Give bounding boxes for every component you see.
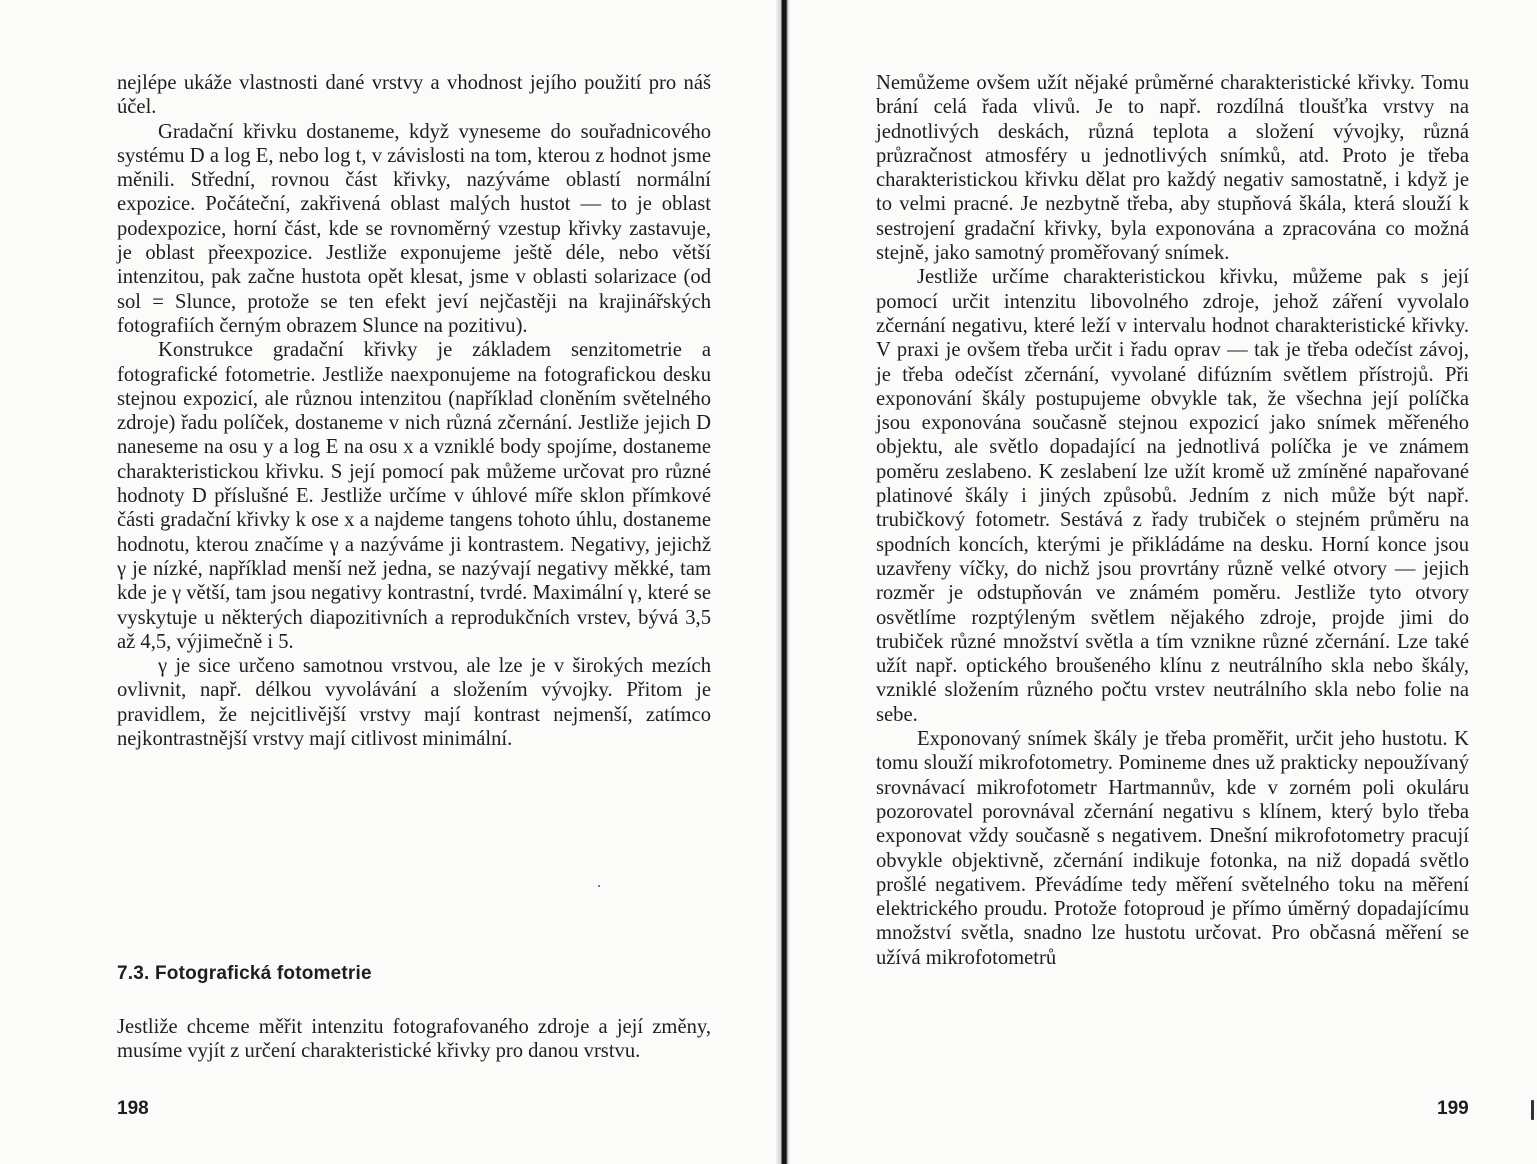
page-edge-mark: [1531, 1100, 1534, 1120]
paper-speck: [598, 885, 600, 887]
section-heading: 7.3. Fotografická fotometrie: [117, 963, 372, 984]
paragraph-gradation-curve: Gradační křivku dostaneme, když vyneseme do souřadnicového systému D a log E, nebo log t, v závislosti na tom, kterou z hodnot jsme měnili. Střední, rovnou část křivky, nazýváme oblastí normální expozice. Počáteční, zakřivená oblast malých hustot — to je oblast podexpozice, horní část, kde se rovnoměrný vzestup křivky zastavuje, je oblast přeexpozice. Jestliže exponujeme ještě déle, nebo větší intenzitou, pak začne hustota opět klesat, jsme v oblasti solarizace (od sol = Slunce, protože se ten efekt jeví nejčastěji na krajinářských fotografiích černým obrazem Slunce na pozitivu).: [117, 120, 711, 337]
paragraph-curve-construction: Konstrukce gradační křivky je základem senzitometrie a fotografické fotometrie. Jestliže naexponujeme na fotografickou desku stejnou expozicí, ale různou intenzitou (například cloněním světelného zdroje) řadu políček, dostaneme v nich různá zčernání. Jestliže jejich D naneseme na osu y a log E na osu x a vzniklé body spojíme, dostaneme charakteristickou křivku. S její pomocí pak můžeme určovat pro různé hodnoty D příslušné E. Jestliže určíme v úhlové míře sklon přímkové části gradační křivky k ose x a najdeme tangens tohoto úhlu, dostaneme hodnotu, kterou značíme γ a nazýváme ji kontrastem. Negativy, jejichž γ je nízké, například menší než jedna, se nazývají negativy měkké, tam kde je γ větší, tam jsou negativy kontrastní, tvrdé. Maximální γ, které se vyskytuje u některých diapozitivních a reprodukčních vrstev, bývá 3,5 až 4,5, výjimečně i 5.: [117, 339, 711, 653]
page-number-left: 198: [117, 1098, 149, 1119]
left-page-text: [117, 71, 711, 751]
section-text: [117, 1015, 711, 1064]
book-gutter: [776, 0, 790, 1164]
paragraph-continuation: nejlépe ukáže vlastnosti dané vrstvy a vhodnost jejího použití pro náš účel.: [117, 72, 711, 119]
section-paragraph: Jestliže chceme měřit intenzitu fotografovaného zdroje a její změny, musíme vyjít z určení charakteristické křivky pro danou vrstvu.: [117, 1016, 711, 1063]
page-number-right: 199: [1437, 1098, 1469, 1119]
paragraph-microphotometers: Exponovaný snímek škály je třeba proměřit, určit jeho hustotu. K tomu slouží mikrofotometry. Pomineme dnes už prakticky nepoužívaný srovnávací mikrofotometr Hartmannův, kde v zorném poli okuláru pozorovatel porovnával zčernání negativu s klínem, který bylo třeba exponovat vždy současně s negativem. Dnešní mikrofotometry pracují obvykle objektivně, zčernání indikuje fotonka, na niž dopadá světlo prošlé negativem. Převádíme tedy měření světelného toku na měření elektrického proudu. Protože fotoproud je přímo úměrný dopadajícímu množství světla, snadno lze hustotu určovat. Pro občasná měření se užívá mikrofotometrů: [876, 728, 1469, 969]
paragraph-gamma: γ je sice určeno samotnou vrstvou, ale lze je v širokých mezích ovlivnit, např. délkou vyvolávání a složením vývojky. Přitom je pravidlem, že nejcitlivější vrstvy mají kontrast nejmenší, zatímco nejkontrastnější vrstvy mají citlivost minimální.: [117, 655, 711, 751]
paragraph-intensity-determination: Jestliže určíme charakteristickou křivku, můžeme pak s její pomocí určit intenzitu libovolného zdroje, jehož záření vyvolalo zčernání negativu, které leží v intervalu hodnot charakteristické křivky. V praxi je ovšem třeba určit i řadu oprav — tak je třeba odečíst závoj, je třeba odečíst zčernání, vyvolané difúzním světlem přístrojů. Při exponování škály postupujeme obvykle tak, že všechna její políčka jsou exponována současně stejnou expozicí jako snímek měřeného objektu, ale světlo dopadající na jednotlivá políčka je ve známem poměru zeslabeno. K zeslabení lze užít kromě už zmíněné napařované platinové škály i jiných způsobů. Jedním z nich může být např. trubičkový fotometr. Sestává z řady trubiček o stejném průměru na spodních koncích, kterými je přikládáme na desku. Horní konce jsou uzavřeny víčky, do nichž jsou provrtány různě velké otvory — jejich rozměr je odstupňován ve známém poměru. Jestliže tyto otvory osvětlíme rozptýleným světlem nějakého zdroje, projde jimi do trubiček různé množství světla a tím vznikne různé zčernání. Lze také užít např. optického broušeného klínu z neutrálního skla nebo škály, vzniklé složením různého počtu vrstev neutrálního skla nebo folie na sebe.: [876, 266, 1469, 726]
right-page-text: [876, 71, 1469, 970]
paragraph-characteristic-curve: Nemůžeme ovšem užít nějaké průměrné charakteristické křivky. Tomu brání celá řada vlivů. Je to např. rozdílná tloušťka vrstvy na jednotlivých deskách, různá teplota a složení vývojky, různá průzračnost atmosféry u jednotlivých snímků, atd. Proto je třeba charakteristickou křivku dělat pro každý negativ samostatně, i když je to velmi pracné. Je nezbytně třeba, aby stupňová škála, která slouží k sestrojení gradační křivky, byla exponována a zpracována co možná stejně, jako samotný proměřovaný snímek.: [876, 72, 1469, 265]
right-page: [790, 0, 1537, 1164]
